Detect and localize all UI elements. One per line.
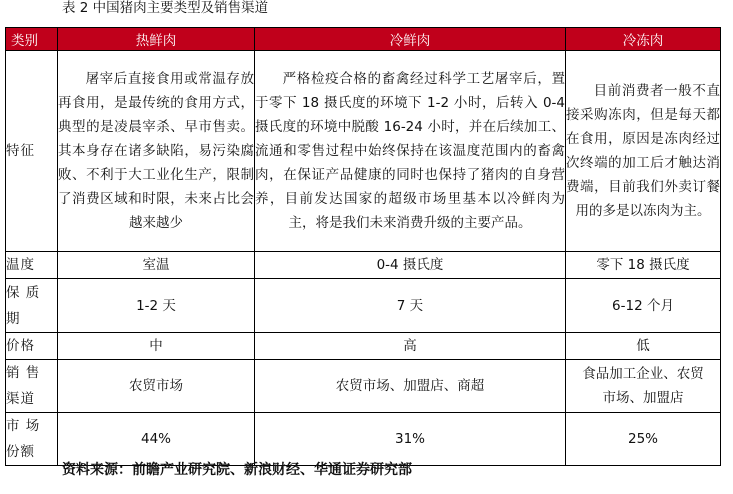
row-market-share [6,413,721,466]
cell-price-frozen: 低 [566,333,721,360]
row-temperature [6,252,721,279]
cell-features-fresh [58,51,255,252]
cell-channels-fresh: 农贸市场 [58,360,255,413]
header-chilled-meat: 冷鲜肉 [255,28,566,51]
row-features [6,51,721,252]
header-fresh-meat: 热鲜肉 [58,28,255,51]
cell-channels-chilled: 农贸市场、加盟店、商超 [255,360,566,413]
cell-channels-frozen: 食品加工企业、农贸市场、加盟店 [566,360,721,413]
cell-temperature-chilled: 0-4 摄氏度 [255,252,566,279]
cell-features-frozen [566,51,721,252]
cell-price-fresh: 中 [58,333,255,360]
table-header-row [6,28,721,51]
row-sales-channels [6,360,721,413]
cell-shelf-life-frozen: 6-12 个月 [566,279,721,333]
row-shelf-life [6,279,721,333]
header-category: 类别 [6,28,58,51]
cell-features-chilled [255,51,566,252]
header-frozen-meat: 冷冻肉 [566,28,721,51]
cell-share-frozen: 25% [566,413,721,466]
row-label-shelf-life: 保 质 期 [6,279,58,333]
cell-share-fresh: 44% [58,413,255,466]
features-fresh-text: 屠宰后直接食用或常温存放再食用，是最传统的食用方式，典型的是凌晨宰杀、早市售卖。其本身存在诸多缺陷，易污染腐败、不利于大工业化生产，限制了消费区域和时限，未来占比会越来越少 [58,70,254,232]
cell-shelf-life-chilled: 7 天 [255,279,566,333]
row-label-features: 特征 [6,51,58,252]
source-note: 资料来源：前瞻产业研究院、新浪财经、华通证券研究部 [62,462,412,478]
row-label-sales-channels: 销 售 渠道 [6,360,58,413]
cell-temperature-frozen: 零下 18 摄氏度 [566,252,721,279]
cell-price-chilled: 高 [255,333,566,360]
pork-types-table [5,27,721,466]
cell-share-chilled: 31% [255,413,566,466]
table-caption: 表 2 中国猪肉主要类型及销售渠道 [62,0,269,16]
row-price [6,333,721,360]
row-label-market-share: 市 场 份额 [6,413,58,466]
cell-shelf-life-fresh: 1-2 天 [58,279,255,333]
features-chilled-text: 严格检疫合格的畜禽经过科学工艺屠宰后，置于零下 18 摄氏度的环境下 1-2 小时，后转入 0-4 摄氏度的环境中脱酸 16-24 小时，并在后续加工、流通和零售过程中始终保持在该温度范围内的畜禽肉，在保证产品健康的同时也保持了猪肉的自身营养，目前发达国家的超级市场里基本以冷鲜肉为主，将是我们未来消费升级的主要产品。 [255,70,565,232]
row-label-temperature: 温度 [6,252,58,279]
cell-temperature-fresh: 室温 [58,252,255,279]
row-label-price: 价格 [6,333,58,360]
features-frozen-text: 目前消费者一般不直接采购冻肉，但是每天都在食用，原因是冻肉经过次终端的加工后才触达消费端，目前我们外卖订餐用的多是以冻肉为主。 [566,82,720,220]
